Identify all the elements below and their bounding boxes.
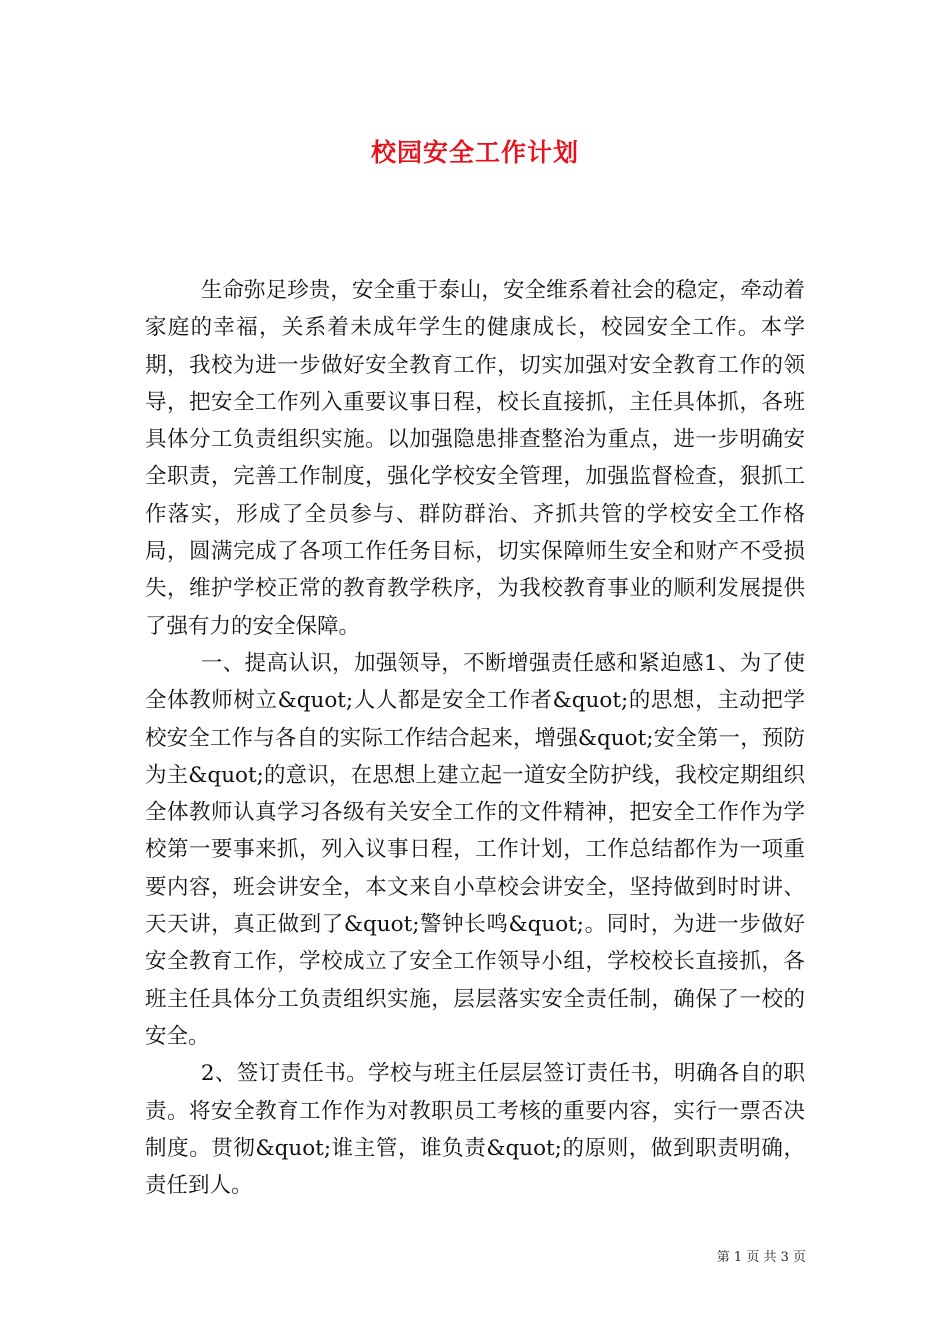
- page-number-footer: 第 1 页 共 3 页: [716, 1250, 806, 1265]
- paragraph-intro: 生命弥足珍贵，安全重于泰山，安全维系着社会的稳定，牵动着家庭的幸福，关系着未成年学生的健康成长，校园安全工作。本学期，我校为进一步做好安全教育工作，切实加强对安全教育工作的领导，把安全工作列入重要议事日程，校长直接抓，主任具体抓，各班具体分工负责组织实施。以加强隐患排查整治为重点，进一步明确安全职责，完善工作制度，强化学校安全管理，加强监督检查，狠抓工作落实，形成了全员参与、群防群治、齐抓共管的学校安全工作格局，圆满完成了各项工作任务目标，切实保障师生安全和财产不受损失，维护学校正常的教育教学秩序，为我校教育事业的顺利发展提供了强有力的安全保障。: [145, 278, 805, 639]
- document-body: [145, 272, 805, 1204]
- paragraph-section-1: 一、提高认识，加强领导，不断增强责任感和紧迫感1、为了使全体教师树立&quot;人人都是安全工作者&quot;的思想，主动把学校安全工作与各自的实际工作结合起来，增强&quot;安全第一，预防为主&quot;的意识，在思想上建立起一道安全防护线，我校定期组织全体教师认真学习各级有关安全工作的文件精神，把安全工作作为学校第一要事来抓，列入议事日程，工作计划，工作总结都作为一项重要内容，班会讲安全，本文来自小草校会讲安全，坚持做到时时讲、天天讲，真正做到了&quot;警钟长鸣&quot;。同时，为进一步做好安全教育工作，学校成立了安全工作领导小组，学校校长直接抓，各班主任具体分工负责组织实施，层层落实安全责任制，确保了一校的安全。: [145, 650, 805, 1049]
- paragraph-section-2: 2、签订责任书。学校与班主任层层签订责任书，明确各自的职责。将安全教育工作作为对教职员工考核的重要内容，实行一票否决制度。贯彻&quot;谁主管，谁负责&quot;的原则，做到职责明确，责任到人。: [145, 1061, 805, 1199]
- document-title: 校园安全工作计划: [370, 138, 579, 167]
